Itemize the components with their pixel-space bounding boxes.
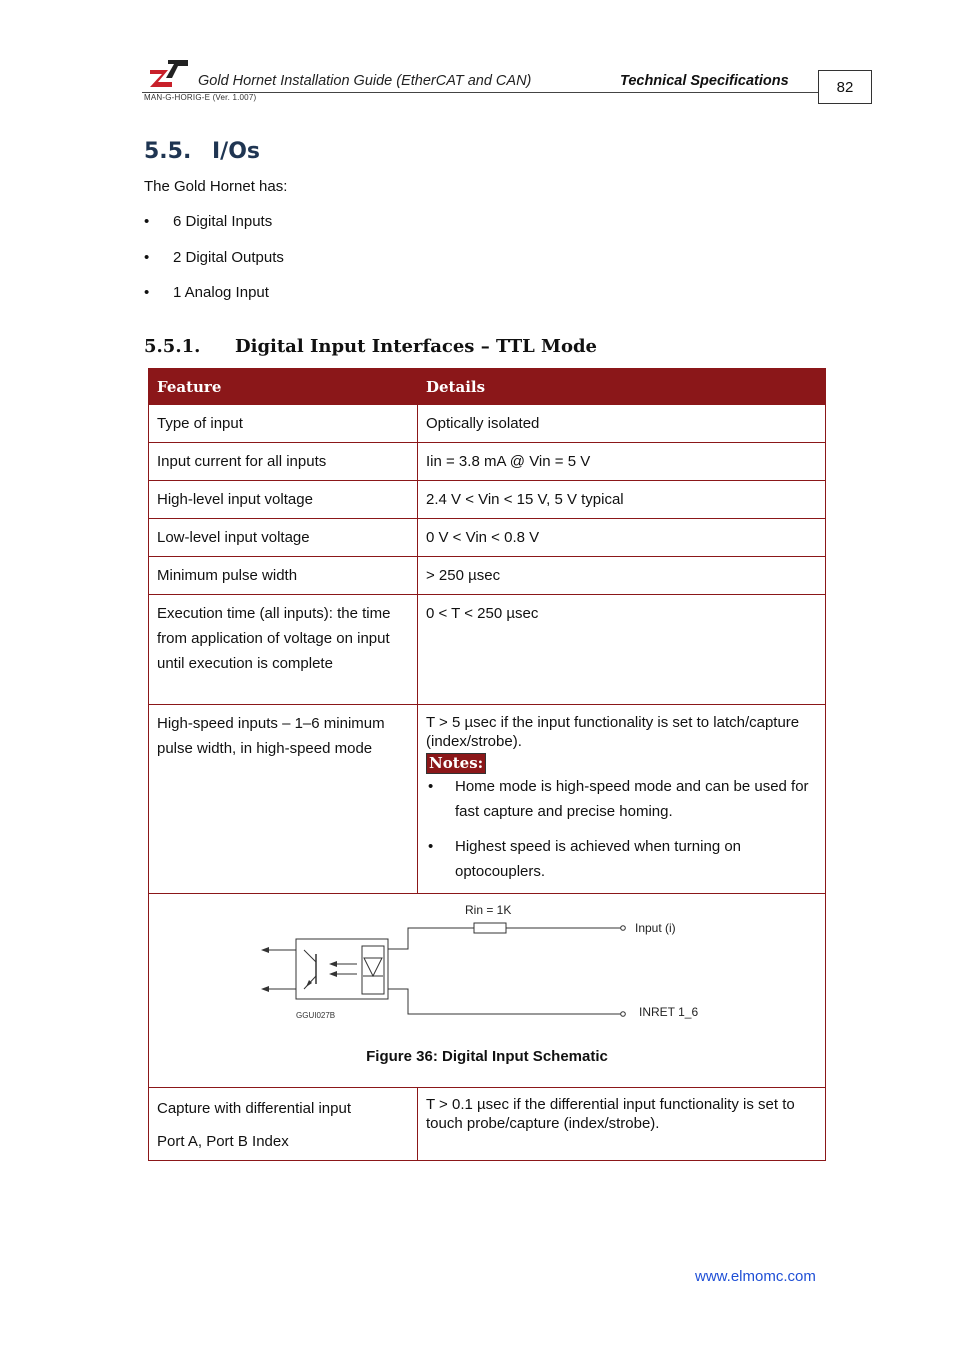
table-row [149,405,826,443]
feature-cell [149,1088,418,1161]
table-row [149,557,826,595]
spec-table [148,368,826,1161]
table-header-row [149,369,826,405]
page-number: 82 [818,70,872,104]
list-item: • 6 Digital Inputs [144,204,284,240]
document-title: Gold Hornet Installation Guide (EtherCAT and CAN) [198,73,532,89]
subsection-number: 5.5.1. [144,336,201,357]
table-row [149,595,826,705]
io-list [144,204,284,311]
details-cell: Iin = 3.8 mA @ Vin = 5 V [418,443,826,481]
details-cell: 0 < T < 250 µsec [418,595,826,705]
notes-label: Notes: [426,753,486,774]
section-heading [144,139,260,164]
notes-list [426,774,817,884]
column-header-feature: Feature [149,369,418,405]
table-row [149,1088,826,1161]
figure-cell [149,894,826,1088]
document-id: MAN-G-HORIG-E (Ver. 1.007) [144,93,257,102]
input-label: Input (i) [635,921,676,935]
feature-text: Capture with differential input [157,1100,352,1117]
details-cell: 2.4 V < Vin < 15 V, 5 V typical [418,481,826,519]
elmo-logo [148,58,190,88]
resistor-label: Rin = 1K [465,903,512,917]
column-header-details: Details [418,369,826,405]
list-item: • 1 Analog Input [144,275,284,311]
figure-code: GGUI027B [296,1011,336,1020]
intro-text: The Gold Hornet has: [144,178,288,195]
subsection-heading [144,336,597,357]
subsection-title: Digital Input Interfaces – TTL Mode [235,336,597,357]
feature-cell: Low-level input voltage [149,519,418,557]
list-item: • Highest speed is achieved when turning on optocouplers. [426,834,817,884]
table-row [149,443,826,481]
table-row [149,519,826,557]
details-text: T > 5 µsec if the input functionality is set to latch/capture (index/strobe). [426,714,800,750]
feature-cell: Input current for all inputs [149,443,418,481]
footer-website-link[interactable]: www.elmomc.com [695,1268,816,1285]
feature-cell: Execution time (all inputs): the time from application of voltage on input until execution is complete [149,595,418,705]
feature-cell: High-level input voltage [149,481,418,519]
list-item: • 2 Digital Outputs [144,240,284,276]
figure-caption: Figure 36: Digital Input Schematic [366,1048,608,1065]
details-cell [418,1088,826,1161]
section-number: 5.5. [144,139,192,164]
details-cell [418,705,826,894]
section-title: I/Os [212,139,261,164]
feature-cell: Minimum pulse width [149,557,418,595]
details-cell: Optically isolated [418,405,826,443]
details-cell: > 250 µsec [418,557,826,595]
table-row [149,481,826,519]
return-label: INRET 1_6 [639,1005,699,1019]
table-row [149,705,826,894]
details-text: T > 0.1 µsec if the differential input functionality is set to touch probe/capture (index/strobe). [426,1096,795,1132]
details-cell: 0 V < Vin < 0.8 V [418,519,826,557]
list-item: • Home mode is high-speed mode and can be used for fast capture and precise homing. [426,774,817,824]
feature-text: Port A, Port B Index [157,1133,289,1150]
feature-cell: High-speed inputs – 1–6 minimum pulse width, in high-speed mode [149,705,418,894]
figure-row [149,894,826,1088]
header-section-title: Technical Specifications [620,73,789,89]
feature-cell: Type of input [149,405,418,443]
